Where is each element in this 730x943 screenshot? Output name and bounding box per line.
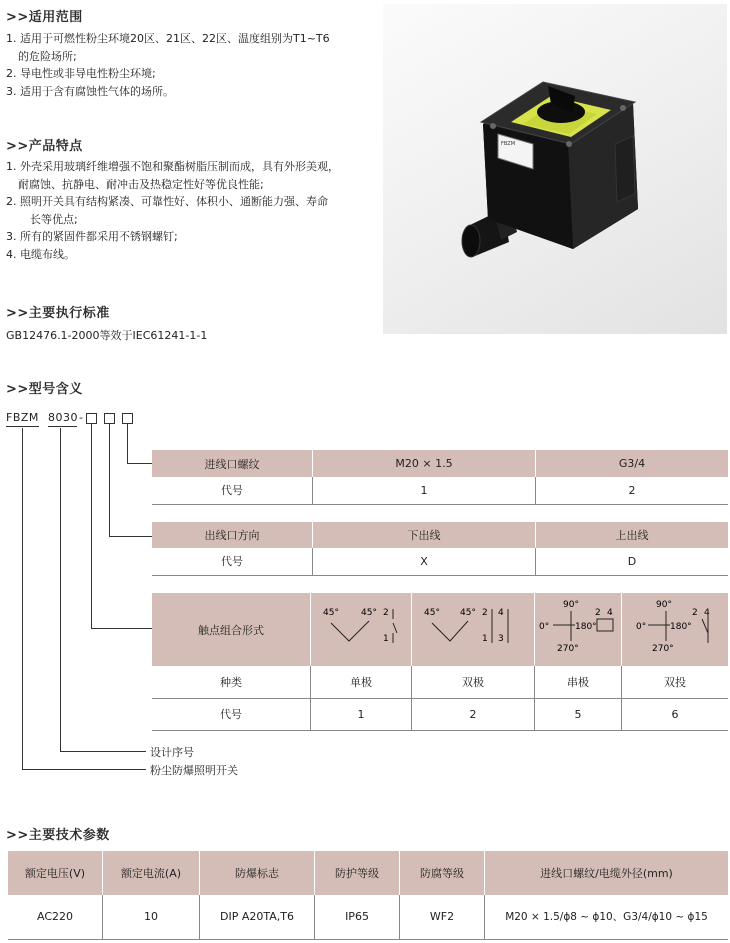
code-b-underline [48,426,77,427]
features-item: 长等优点; [30,212,78,226]
svg-text:2: 2 [482,608,488,618]
svg-text:3: 3 [498,634,504,644]
contact-kind-series: 串极 [535,666,622,698]
contact-code-1: 1 [311,698,412,730]
design-no-label: 设计序号 [150,746,194,759]
code-a-underline [6,426,39,427]
outlet-header-down: 下出线 [313,522,536,548]
contact-code-label: 代号 [152,698,311,730]
specs-header-ip: 防护等级 [315,851,400,895]
thread-header-m20: M20 × 1.5 [313,450,536,477]
connector-line [91,424,92,629]
standard-title: >>主要执行标准 [6,306,110,321]
scope-item: 2. 导电性或非导电性粉尘环境; [6,67,156,80]
svg-text:90°: 90° [656,600,672,610]
specs-header-current: 额定电流(A) [103,851,200,895]
scope-item: 的危险场所; [18,49,77,63]
connector-line [109,536,152,537]
contact-header-label: 触点组合形式 [152,593,311,666]
thread-table [152,450,728,505]
svg-text:45°: 45° [323,608,339,618]
contact-table [152,593,728,731]
outlet-code-label: 代号 [152,548,313,575]
svg-text:90°: 90° [563,600,579,610]
product-name-label: 粉尘防爆照明开关 [150,764,238,777]
connector-line [109,424,110,537]
svg-text:2: 2 [595,608,601,618]
features-item: 2. 照明开关具有结构紧凑、可靠性好、体积小、通断能力强、寿命 [6,195,328,208]
connector-line [91,628,152,629]
scope-item: 1. 适用于可燃性粉尘环境20区、21区、22区、温度组别为T1~T6 [6,32,330,45]
svg-text:2: 2 [383,608,389,618]
specs-value-ex-mark: DIP A20TA,T6 [200,895,315,939]
svg-text:4: 4 [498,608,504,618]
contact-kind-double-throw: 双投 [664,675,686,689]
features-item: 3. 所有的紧固件都采用不锈钢螺钉; [6,230,178,243]
model-title: >>型号含义 [6,382,83,397]
svg-text:1: 1 [482,634,488,644]
model-code-a: FBZM [6,411,39,424]
outlet-header-up: 上出线 [536,522,729,548]
connector-line [22,769,146,770]
code-box-thread [122,413,133,424]
specs-header-thread: 进线口螺纹/电缆外径(mm) [485,851,729,895]
specs-value-anticorrosion: WF2 [400,895,485,939]
connector-line [60,428,61,752]
thread-code-1: 1 [313,477,536,504]
svg-text:2: 2 [692,608,698,618]
thread-header-label: 进线口螺纹 [152,450,313,477]
features-item: 4. 电缆布线。 [6,247,75,261]
svg-text:270°: 270° [652,644,674,654]
connector-line [127,463,152,464]
features-item: 1. 外壳采用玻璃纤维增强不饱和聚酯树脂压制而成，具有外形美观， [6,160,339,173]
standard-text: GB12476.1-2000等效于IEC61241-1-1 [6,329,208,342]
connector-line [22,428,23,770]
outlet-header-label: 出线口方向 [152,522,313,548]
outlet-table [152,522,728,576]
contact-diagram-single [311,593,412,666]
svg-text:180°: 180° [670,622,692,632]
outlet-code-d: D [627,554,637,568]
contact-code-2: 2 [412,698,535,730]
double-pole-diagram-icon [412,593,534,663]
single-pole-diagram-icon [311,593,411,663]
svg-text:1: 1 [383,634,389,644]
contact-code-6: 6 [671,707,679,721]
contact-diagram-double-throw [622,593,729,666]
svg-text:180°: 180° [575,622,597,632]
features-title: >>产品特点 [6,139,83,154]
series-diagram-icon [535,593,621,663]
specs-table [8,851,728,940]
model-code-b: 8030 [48,411,78,424]
outlet-code-x: X [313,548,536,575]
thread-header-g34: G3/4 [536,450,729,477]
specs-header-ex-mark: 防爆标志 [200,851,315,895]
contact-kind-single: 单极 [311,666,412,698]
svg-text:45°: 45° [424,608,440,618]
contact-diagram-series [535,593,622,666]
svg-text:45°: 45° [460,608,476,618]
thread-code-label: 代号 [152,477,313,504]
features-item: 耐腐蚀、抗静电、耐冲击及热稳定性好等优良性能; [18,177,264,191]
svg-text:4: 4 [704,608,710,618]
svg-text:0°: 0° [539,622,550,632]
code-box-outlet [104,413,115,424]
scope-item: 3. 适用于含有腐蚀性气体的场所。 [6,84,174,98]
model-dash: - [79,411,84,424]
svg-text:270°: 270° [557,644,579,654]
specs-value-ip: IP65 [315,895,400,939]
specs-value-current: 10 [103,895,200,939]
scope-title: >>适用范围 [6,10,83,25]
specs-title: >>主要技术参数 [6,828,110,843]
contact-kind-double: 双极 [412,666,535,698]
nameplate-text: FBZM [501,141,516,147]
contact-code-5: 5 [535,698,622,730]
svg-text:0°: 0° [636,622,647,632]
thread-code-2: 2 [628,483,636,497]
svg-text:4: 4 [607,608,613,618]
specs-header-voltage: 额定电压(V) [8,851,103,895]
specs-value-voltage: AC220 [8,895,103,939]
connector-line [127,424,128,464]
specs-value-thread: M20 × 1.5/ϕ8 ~ ϕ10、G3/4/ϕ10 ~ ϕ15 [505,911,708,924]
double-throw-diagram-icon [622,593,728,663]
features-list [6,158,339,263]
contact-kind-label: 种类 [152,666,311,698]
contact-diagram-double [412,593,535,666]
connector-line [60,751,146,752]
product-photo [383,4,727,334]
scope-list [6,30,330,100]
specs-header-anticorrosion: 防腐等级 [400,851,485,895]
code-box-contact [86,413,97,424]
svg-text:45°: 45° [361,608,377,618]
